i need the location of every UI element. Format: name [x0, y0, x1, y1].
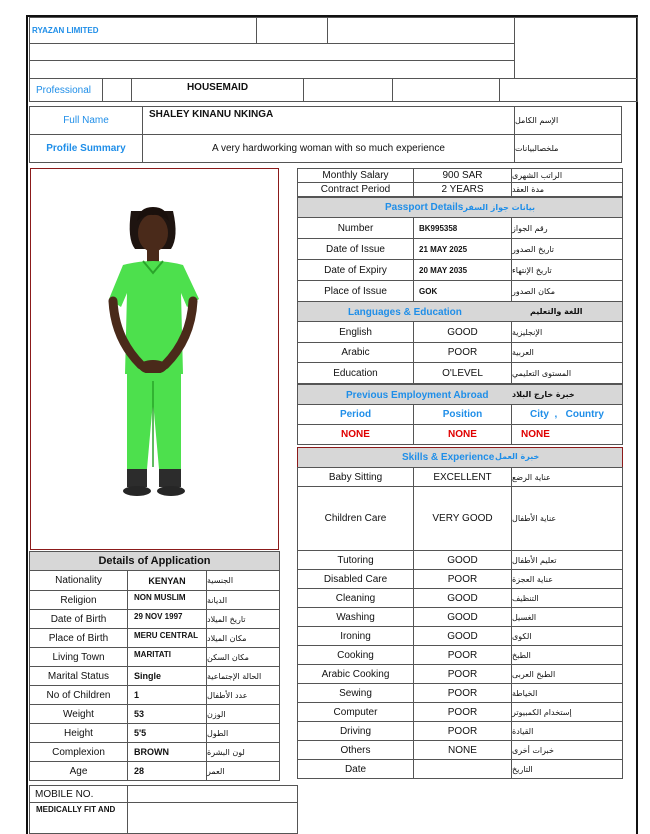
employment-value-country: NONE	[511, 424, 623, 445]
mobile-value	[127, 785, 298, 803]
company-name: RYAZAN LIMITED	[29, 17, 257, 44]
language-row	[297, 321, 623, 343]
row-value: KENYAN	[127, 570, 207, 591]
row-label: Weight	[29, 704, 128, 724]
row-arabic: الغسيل	[511, 607, 623, 627]
row-label: Education	[297, 362, 414, 384]
passport-header-arabic: بيانات جواز السفر	[463, 203, 535, 212]
row-arabic: لون البشرة	[206, 742, 280, 762]
employment-header-text: Previous Employment Abroad	[346, 390, 489, 401]
row-label: Others	[297, 740, 414, 760]
row-value: GOK	[413, 280, 512, 302]
row-value: 21 MAY 2025	[413, 238, 512, 260]
header-cell	[256, 17, 328, 44]
full-name-label: Full Name	[29, 106, 143, 135]
row-value: 5'5	[127, 723, 207, 743]
profession-spacer	[102, 78, 132, 102]
profession-cell	[499, 78, 638, 102]
application-row	[29, 628, 280, 648]
row-value: 2 YEARS	[413, 182, 512, 197]
row-label: Cleaning	[297, 588, 414, 608]
row-label: Date of Expiry	[297, 259, 414, 281]
header-cell	[514, 17, 638, 79]
row-label: Religion	[29, 590, 128, 610]
row-arabic: مدة العقد	[511, 182, 623, 197]
medical-value	[127, 802, 298, 834]
row-arabic: تاريخ الصدور	[511, 238, 623, 260]
row-value: GOOD	[413, 321, 512, 343]
row-value: POOR	[413, 342, 512, 363]
row-value: NONE	[413, 740, 512, 760]
row-arabic: تعليم الأطفال	[511, 550, 623, 570]
row-value: 1	[127, 685, 207, 705]
row-value: 29 NOV 1997	[127, 609, 207, 629]
employment-header-arabic: خبرة خارج البلاد	[512, 390, 575, 399]
row-value: VERY GOOD	[413, 486, 512, 551]
row-label: Arabic Cooking	[297, 664, 414, 684]
row-arabic: الخياطة	[511, 683, 623, 703]
header-cell	[327, 17, 515, 44]
uniform-figure	[109, 207, 199, 496]
row-value: O'LEVEL	[413, 362, 512, 384]
row-arabic: عناية الرضع	[511, 467, 623, 487]
row-arabic: العمر	[206, 761, 280, 781]
skill-row	[297, 467, 623, 487]
row-label: Ironing	[297, 626, 414, 646]
skill-row	[297, 607, 623, 627]
row-value: BK995358	[413, 217, 512, 239]
passport-row	[297, 280, 623, 302]
skill-row	[297, 664, 623, 684]
skills-header-arabic: خبرة العمل	[495, 452, 540, 461]
row-value: POOR	[413, 702, 512, 722]
skills-header	[297, 447, 623, 468]
contract-row	[297, 168, 623, 183]
row-label: Place of Birth	[29, 628, 128, 648]
passport-row	[297, 217, 623, 239]
row-label: Date	[297, 759, 414, 779]
row-label: Driving	[297, 721, 414, 741]
row-value: POOR	[413, 683, 512, 703]
row-label: Arabic	[297, 342, 414, 363]
skill-row	[297, 683, 623, 703]
skill-row	[297, 702, 623, 722]
passport-header-text: Passport Details	[384, 202, 464, 213]
row-arabic: الجنسية	[206, 570, 280, 591]
row-value: 28	[127, 761, 207, 781]
application-row	[29, 570, 280, 591]
contract-row	[297, 182, 623, 197]
employment-col-period: Period	[297, 404, 414, 425]
application-row	[29, 723, 280, 743]
skill-row	[297, 721, 623, 741]
row-value	[413, 759, 512, 779]
row-label: Baby Sitting	[297, 467, 414, 487]
row-arabic: مكان السكن	[206, 647, 280, 667]
skill-row	[297, 588, 623, 608]
row-value: POOR	[413, 645, 512, 665]
header-cell	[29, 43, 515, 61]
row-value: GOOD	[413, 607, 512, 627]
row-label: Date of Issue	[297, 238, 414, 260]
language-row	[297, 362, 623, 384]
application-row	[29, 647, 280, 667]
row-label: Sewing	[297, 683, 414, 703]
row-value: GOOD	[413, 626, 512, 646]
application-row	[29, 685, 280, 705]
row-value: GOOD	[413, 550, 512, 570]
row-value: POOR	[413, 569, 512, 589]
row-label: English	[297, 321, 414, 343]
row-label: Children Care	[297, 486, 414, 551]
application-row	[29, 609, 280, 629]
application-row	[29, 666, 280, 686]
application-row	[29, 704, 280, 724]
row-arabic: الطبخ العربى	[511, 664, 623, 684]
row-arabic: العربية	[511, 342, 623, 363]
employment-header	[297, 384, 623, 405]
row-label: Contract Period	[297, 182, 414, 197]
row-arabic: مكان الميلاد	[206, 628, 280, 648]
row-value: NON MUSLIM	[127, 590, 207, 610]
employment-value-position: NONE	[413, 424, 512, 445]
row-value: BROWN	[127, 742, 207, 762]
mobile-label: MOBILE NO.	[29, 785, 128, 803]
contract-table	[297, 168, 623, 197]
profession-cell	[303, 78, 393, 102]
row-value: 20 MAY 2035	[413, 259, 512, 281]
row-value: MERU CENTRAL	[127, 628, 207, 648]
skill-row	[297, 569, 623, 589]
profile-summary-value: A very hardworking woman with so much experience	[142, 134, 515, 163]
skill-row	[297, 626, 623, 646]
languages-header-text: Languages & Education	[348, 307, 462, 318]
skill-row	[297, 759, 623, 779]
row-arabic: رقم الجواز	[511, 217, 623, 239]
row-label: Computer	[297, 702, 414, 722]
skill-row	[297, 740, 623, 760]
passport-header	[297, 197, 623, 218]
application-row	[29, 590, 280, 610]
row-arabic: الإنجليزية	[511, 321, 623, 343]
row-arabic: الحالة الإجتماعية	[206, 666, 280, 686]
row-arabic: التنظيف	[511, 588, 623, 608]
row-arabic: عناية العجزة	[511, 569, 623, 589]
row-arabic: عدد الأطفال	[206, 685, 280, 705]
row-label: Complexion	[29, 742, 128, 762]
row-value: POOR	[413, 721, 512, 741]
row-value: POOR	[413, 664, 512, 684]
row-value: 900 SAR	[413, 168, 512, 183]
row-arabic: خبرات أخرى	[511, 740, 623, 760]
row-label: Height	[29, 723, 128, 743]
row-value: GOOD	[413, 588, 512, 608]
row-arabic: مكان الصدور	[511, 280, 623, 302]
row-arabic: عناية الأطفال	[511, 486, 623, 551]
profession-cell	[392, 78, 500, 102]
row-label: Living Town	[29, 647, 128, 667]
passport-row	[297, 238, 623, 260]
row-label: Place of Issue	[297, 280, 414, 302]
languages-header	[297, 301, 623, 322]
skill-row	[297, 486, 623, 551]
employment-col-country: City , Country	[511, 404, 623, 425]
skill-row	[297, 550, 623, 570]
language-row	[297, 342, 623, 363]
row-arabic: المستوى التعليمي	[511, 362, 623, 384]
skills-header-text: Skills & Experience	[402, 452, 495, 463]
languages-header-arabic: اللغة والتعليم	[530, 307, 583, 316]
row-arabic: الطبخ	[511, 645, 623, 665]
row-arabic: الوزن	[206, 704, 280, 724]
row-label: Disabled Care	[297, 569, 414, 589]
row-arabic: القيادة	[511, 721, 623, 741]
row-arabic: الراتب الشهرى	[511, 168, 623, 183]
header-cell	[29, 60, 515, 79]
profile-summary-arabic: ملخصالبيانات	[514, 134, 622, 163]
row-arabic: الكوى	[511, 626, 623, 646]
full-name-value: SHALEY KINANU NKINGA	[142, 106, 515, 135]
row-label: No of Children	[29, 685, 128, 705]
row-value: 53	[127, 704, 207, 724]
row-arabic: تاريخ الإنتهاء	[511, 259, 623, 281]
candidate-photo	[30, 168, 279, 550]
row-label: Tutoring	[297, 550, 414, 570]
full-name-arabic: الإسم الكامل	[514, 106, 622, 135]
employment-col-position: Position	[413, 404, 512, 425]
row-arabic: الطول	[206, 723, 280, 743]
row-arabic: إستخدام الكمبيوتر	[511, 702, 623, 722]
row-label: Date of Birth	[29, 609, 128, 629]
medical-label: MEDICALLY FIT AND	[29, 802, 128, 834]
employment-value-period: NONE	[297, 424, 414, 445]
row-label: Monthly Salary	[297, 168, 414, 183]
profession-label: Professional	[29, 78, 103, 102]
row-label: Number	[297, 217, 414, 239]
passport-row	[297, 259, 623, 281]
row-arabic: التاريخ	[511, 759, 623, 779]
application-row	[29, 761, 280, 781]
row-label: Cooking	[297, 645, 414, 665]
profile-summary-label: Profile Summary	[29, 134, 143, 163]
row-label: Nationality	[29, 570, 128, 591]
row-label: Marital Status	[29, 666, 128, 686]
row-label: Age	[29, 761, 128, 781]
row-value: MARITATI	[127, 647, 207, 667]
row-value: EXCELLENT	[413, 467, 512, 487]
row-arabic: تاريخ الميلاد	[206, 609, 280, 629]
profession-value: HOUSEMAID	[131, 78, 304, 102]
application-header: Details of Application	[29, 551, 280, 571]
skill-row	[297, 645, 623, 665]
row-arabic: الديانة	[206, 590, 280, 610]
row-label: Washing	[297, 607, 414, 627]
row-value: Single	[127, 666, 207, 686]
application-row	[29, 742, 280, 762]
